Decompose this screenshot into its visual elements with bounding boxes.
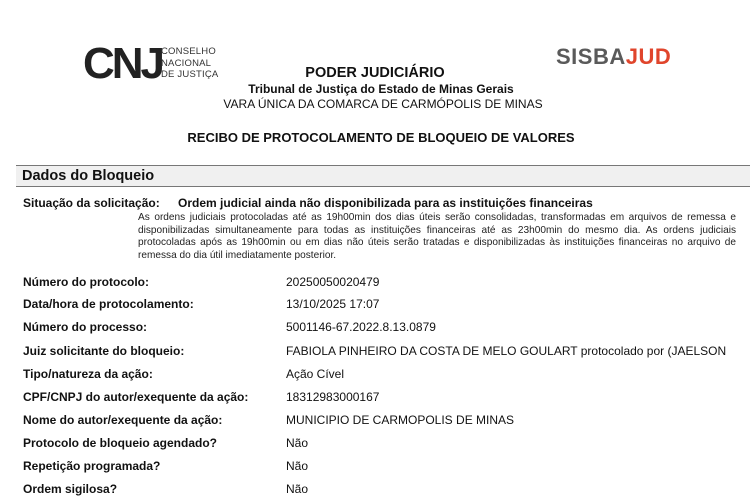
field-value-processo: 5001146-67.2022.8.13.0879 (286, 320, 436, 334)
field-label: Número do protocolo: (23, 275, 149, 289)
field-value-nome-autor: MUNICIPIO DE CARMOPOLIS DE MINAS (286, 413, 515, 427)
sisbajud-logo-suffix: JUD (625, 44, 672, 69)
field-label: Número do processo: (23, 320, 148, 334)
situacao-value: Ordem judicial ainda não disponibilizada para as instituições financeiras (178, 196, 593, 210)
field-value-repeticao: Não (286, 459, 309, 473)
field-label: CPF/CNPJ do autor/exequente da ação: (23, 390, 249, 404)
cnj-logo-line: CONSELHO (161, 46, 216, 57)
cnj-logo-line: NACIONAL (161, 57, 212, 69)
field-value-data-hora: 13/10/2025 17:07 (286, 297, 380, 311)
field-label: Juiz solicitante do bloqueio: (23, 344, 185, 358)
header-tribunal: Tribunal de Justiça do Estado de Minas Gerais (248, 82, 514, 96)
field-value-juiz: FABIOLA PINHEIRO DA COSTA DE MELO GOULART protocolado por (JAELSON (286, 344, 727, 358)
field-label: Protocolo de bloqueio agendado? (23, 436, 217, 450)
field-value-cpf-cnpj: 18312983000167 (286, 390, 380, 404)
header-vara: VARA ÚNICA DA COMARCA DE CARMÓPOLIS DE MINAS (223, 97, 543, 111)
field-value-agendado: Não (286, 436, 309, 450)
field-value-sigilosa: Não (286, 482, 309, 496)
field-label: Ordem sigilosa? (23, 482, 118, 496)
field-value-protocolo: 20250050020479 (286, 275, 380, 289)
field-label: Nome do autor/exequente da ação: (23, 413, 223, 427)
sisbajud-logo-prefix: SISBA (556, 44, 626, 69)
section-header (16, 165, 750, 187)
field-label: Tipo/natureza da ação: (23, 367, 153, 381)
section-title: Dados do Bloqueio (22, 168, 155, 184)
field-label: Data/hora de protocolamento: (23, 297, 194, 311)
situacao-note: As ordens judiciais protocoladas até as 19h00min dos dias úteis serão consolidadas, transformadas em arquivos de remessa e disponibilizadas simultaneamente para todas as instituições financeiras até as 23h00min do mesmo dia. As ordens judiciais protocoladas após as 19h00min ou em dias não úteis serão tratadas e disponibilizadas às instituições financeiras no arquivo de remessa do dia útil imediatamente posterior. (138, 212, 736, 261)
cnj-logo-mark: CNJ (83, 39, 163, 88)
cnj-logo-line: DE JUSTIÇA (161, 69, 219, 80)
header-poder-judiciario: PODER JUDICIÁRIO (305, 65, 445, 81)
document-title: RECIBO DE PROTOCOLAMENTO DE BLOQUEIO DE VALORES (187, 130, 575, 145)
field-value-tipo-acao: Ação Cível (286, 367, 345, 381)
field-label: Repetição programada? (23, 459, 161, 473)
situacao-label: Situação da solicitação: (23, 196, 160, 210)
